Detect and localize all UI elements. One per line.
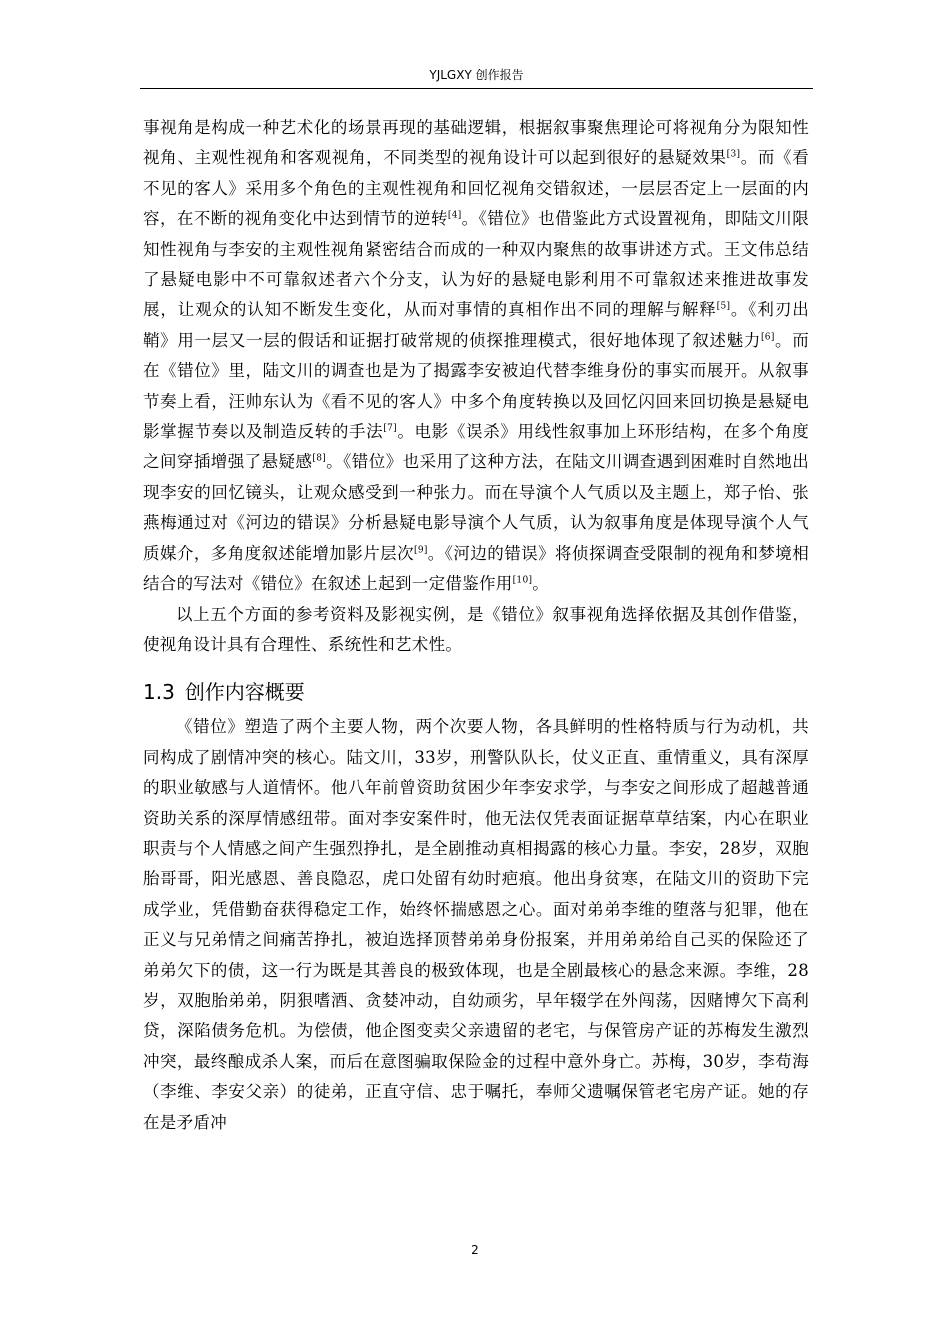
section-heading	[143, 674, 809, 710]
citation-marker: [4]	[447, 210, 462, 221]
text-run: 。而在《错位》里，陆文川的调查也是为了揭露李安被迫代替李维身份的事实而展开。从叙事节奏上看，汪帅东认为《看不见的客人》中多个角度转换以及回忆闪回来回切换是悬疑电影掌握节奏以及制造反转的手法	[143, 330, 809, 442]
citation-marker: [9]	[414, 545, 428, 556]
document-body	[143, 113, 809, 1138]
citation-marker: [5]	[716, 301, 731, 312]
citation-marker: [7]	[383, 423, 397, 434]
section-title: 创作内容概要	[184, 680, 305, 705]
text-run: 。《利刃出鞘》用一层又一层的假话和证据打破常规的侦探推理模式，很好地体现了叙述魅力	[143, 300, 809, 350]
page-number: 2	[471, 1243, 479, 1257]
section-paragraph: 《错位》塑造了两个主要人物，两个次要人物，各具鲜明的性格特质与行为动机，共同构成了剧情冲突的核心。陆文川，33岁，刑警队队长，仗义正直、重情重义，具有深厚的职业敏感与人道情怀。他八年前曾资助贫困少年李安求学，与李安之间形成了超越普通资助关系的深厚情感纽带。面对李安案件时，他无法仅凭表面证据草草结案，内心在职业职责与个人情感之间产生强烈挣扎，是全剧推动真相揭露的核心力量。李安，28岁，双胞胎哥哥，阳光感恩、善良隐忍，虎口处留有幼时疤痕。他出身贫寒，在陆文川的资助下完成学业，凭借勤奋获得稳定工作，始终怀揣感恩之心。面对弟弟李维的堕落与犯罪，他在正义与兄弟情之间痛苦挣扎，被迫选择顶替弟弟身份报案，并用弟弟给自己买的保险还了弟弟欠下的债，这一行为既是其善良的极致体现，也是全剧最核心的悬念来源。李维，28岁，双胞胎弟弟，阴狠嗜酒、贪婪冲动，自幼顽劣，早年辍学在外闯荡，因赌博欠下高利贷，深陷债务危机。为偿债，他企图变卖父亲遗留的老宅，与保管房产证的苏梅发生激烈冲突，最终酿成杀人案，而后在意图骗取保险金的过程中意外身亡。苏梅，30岁，李苟海（李维、李安父亲）的徒弟，正直守信、忠于嘱托，奉师父遗嘱保管老宅房产证。她的存在是矛盾冲	[143, 717, 809, 1132]
text-run: 以上五个方面的参考资料及影视实例，是《错位》叙事视角选择依据及其创作借鉴，使视角设计具有合理性、系统性和艺术性。	[143, 604, 809, 654]
text-run: 。	[532, 574, 550, 594]
section-number: 1.3	[143, 680, 175, 705]
text-run: 。《错位》也借鉴此方式设置视角，即陆文川限知性视角与李安的主观性视角紧密结合而成的一种双内聚焦的故事讲述方式。王文伟总结了悬疑电影中不可靠叙述者六个分支，认为好的悬疑电影利用不可靠叙述来推进故事发展，让观众的认知不断发生变化，从而对事情的真相作出不同的理解与解释	[143, 209, 809, 320]
text-run: 事视角是构成一种艺术化的场景再现的基础逻辑，根据叙事聚焦理论可将视角分为限知性视角、主观性视角和客观视角，不同类型的视角设计可以起到很好的悬疑效果	[143, 118, 809, 168]
text-run: 。而《看不见的客人》采用多个角色的主观性视角和回忆视角交错叙述，一层层否定上一层面的内容，在不断的视角变化中达到情节的逆转	[143, 148, 809, 229]
citation-marker: [8]	[312, 453, 327, 464]
citation-marker: [6]	[761, 332, 775, 343]
text-run: 。《河边的错误》将侦探调查受限制的视角和梦境相结合的写法对《错位》在叙述上起到一定借鉴作用	[143, 543, 809, 594]
body-paragraph-continued	[143, 113, 809, 600]
text-run: 。电影《误杀》用线性叙事加上环形结构，在多个角度之间穿插增强了悬疑感	[143, 422, 810, 472]
text-run: 。《错位》也采用了这种方法，在陆文川调查遇到困难时自然地出现李安的回忆镜头，让观众感受到一种张力。而在导演个人气质以及主题上，郑子怡、张燕梅通过对《河边的错误》分析悬疑电影导演个人气质，认为叙事角度是体现导演个人气质媒介，多角度叙述能增加影片层次	[143, 452, 810, 563]
page-header	[140, 62, 813, 89]
body-paragraph-summary	[143, 600, 809, 661]
citation-marker: [10]	[512, 575, 533, 586]
citation-marker: [3]	[726, 149, 741, 160]
header-title: YJLGXY 创作报告	[429, 68, 524, 82]
